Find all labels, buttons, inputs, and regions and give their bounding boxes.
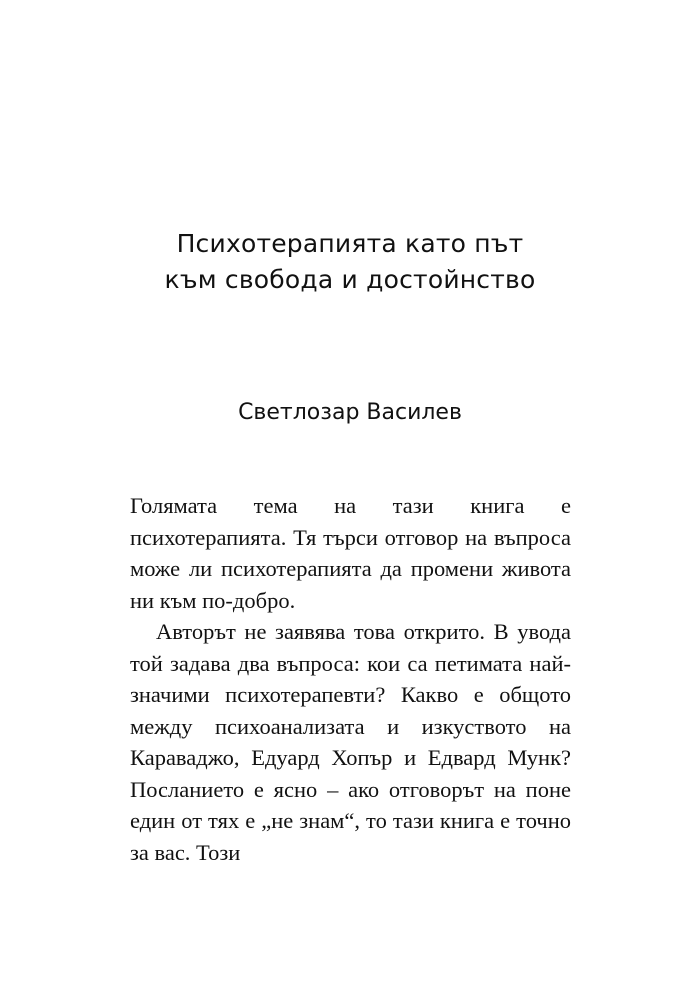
book-title-line-2: към свобода и достойнство bbox=[164, 265, 536, 294]
body-text bbox=[130, 490, 571, 868]
paragraph-2: Авторът не заявява това открито. В увода той задава два въпроса: кои са петимата най-значими психотерапевти? Какво е общото между психоанализата и изкуството на Караваджо, Едуард Хопър и Едвард Мунк? Посланието е ясно – ако отговорът на поне един от тях е „не знам“, то тази книга е точно за вас. Този bbox=[130, 619, 571, 865]
book-title-line-1: Психотерапията като път bbox=[176, 229, 524, 258]
author-name: Светлозар Василев bbox=[238, 400, 462, 425]
paragraph-1: Голямата тема на тази книга е психотерапията. Тя търси отговор на въпроса може ли психотерапията да промени живота ни към по-добро. bbox=[130, 493, 571, 613]
book-title bbox=[100, 226, 600, 298]
